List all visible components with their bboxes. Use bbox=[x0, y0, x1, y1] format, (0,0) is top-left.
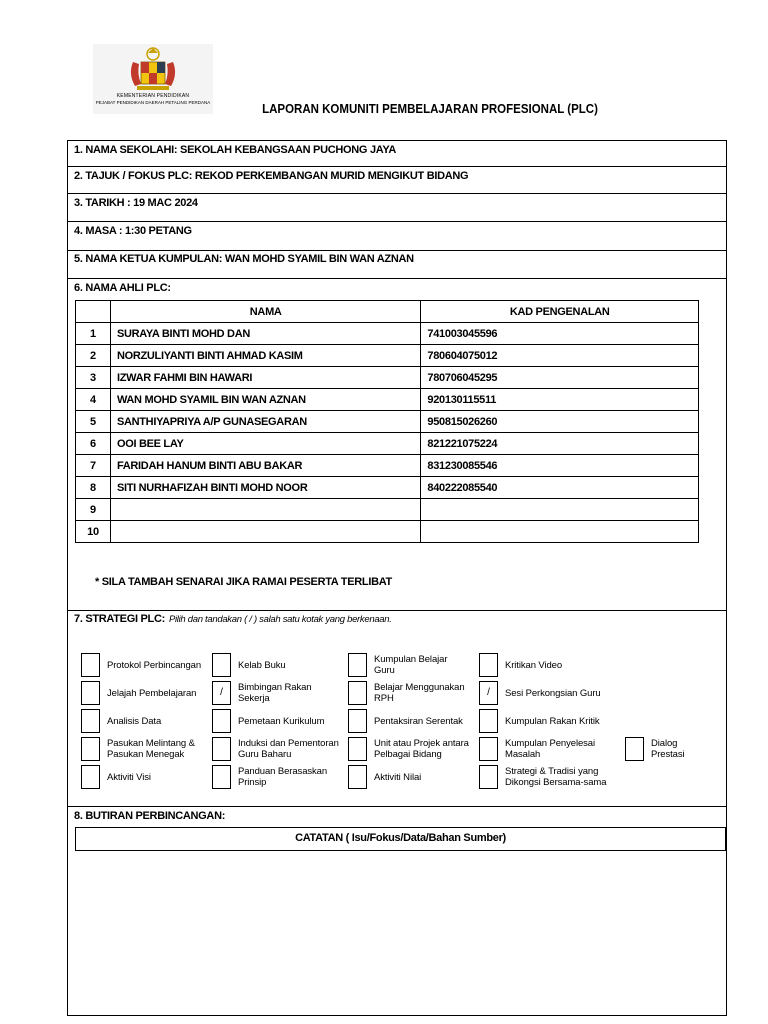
school-name-field: 1. NAMA SEKOLAHI: SEKOLAH KEBANGSAAN PUCHONG JAYA bbox=[74, 144, 397, 156]
strategy-label: Kumpulan Rakan Kritik bbox=[505, 716, 600, 727]
divider bbox=[67, 193, 727, 194]
divider bbox=[67, 221, 727, 222]
time-field: 4. MASA : 1:30 PETANG bbox=[74, 225, 192, 237]
member-name[interactable] bbox=[110, 521, 420, 543]
checkbox-jelajah-pembelajaran[interactable] bbox=[81, 681, 100, 705]
row-number: 2 bbox=[76, 345, 111, 367]
table-row bbox=[76, 455, 699, 477]
strategy-label: Belajar Menggunakan RPH bbox=[374, 682, 465, 704]
checkbox-strategi-tradisi[interactable] bbox=[479, 765, 498, 789]
add-members-note: * SILA TAMBAH SENARAI JIKA RAMAI PESERTA TERLIBAT bbox=[95, 576, 392, 588]
strategy-label: Aktiviti Nilai bbox=[374, 772, 422, 783]
table-row bbox=[76, 389, 699, 411]
strategy-label: Analisis Data bbox=[107, 716, 162, 727]
member-name: OOI BEE LAY bbox=[110, 433, 420, 455]
member-name[interactable] bbox=[110, 499, 420, 521]
row-number: 3 bbox=[76, 367, 111, 389]
strategy-label: Pemetaan Kurikulum bbox=[238, 716, 325, 727]
member-ic: 920130115511 bbox=[421, 389, 699, 411]
divider bbox=[67, 610, 727, 611]
member-ic: 950815026260 bbox=[421, 411, 699, 433]
strategy-label: Pentaksiran Serentak bbox=[374, 716, 463, 727]
checkbox-kumpulan-rakan-kritik[interactable] bbox=[479, 709, 498, 733]
checkbox-kumpulan-penyelesai-masalah[interactable] bbox=[479, 737, 498, 761]
plc-topic-field: 2. TAJUK / FOKUS PLC: REKOD PERKEMBANGAN MURID MENGIKUT BIDANG bbox=[74, 170, 469, 182]
table-row bbox=[76, 411, 699, 433]
logo-caption-office: PEJABAT PENDIDIKAN DAERAH PETALING PERDANA bbox=[95, 100, 211, 105]
strategy-label: Strategi & Tradisi yang Dikongsi Bersama-sama bbox=[505, 766, 607, 788]
divider bbox=[67, 166, 727, 167]
member-ic: 840222085540 bbox=[421, 477, 699, 499]
strategy-heading-label: 7. STRATEGI PLC: bbox=[74, 613, 165, 625]
strategy-label: Dialog Prestasi bbox=[651, 738, 685, 760]
checkbox-pasukan-melintang[interactable] bbox=[81, 737, 100, 761]
member-name: WAN MOHD SYAMIL BIN WAN AZNAN bbox=[110, 389, 420, 411]
divider bbox=[67, 806, 727, 807]
member-ic[interactable] bbox=[421, 499, 699, 521]
group-leader-field: 5. NAMA KETUA KUMPULAN: WAN MOHD SYAMIL BIN WAN AZNAN bbox=[74, 253, 414, 265]
column-header-name: NAMA bbox=[110, 301, 420, 323]
checkbox-unit-projek[interactable] bbox=[348, 737, 367, 761]
strategy-label: Unit atau Projek antara Pelbagai Bidang bbox=[374, 738, 469, 760]
divider bbox=[67, 250, 727, 251]
member-name: NORZULIYANTI BINTI AHMAD KASIM bbox=[110, 345, 420, 367]
checkbox-induksi-pementoran[interactable] bbox=[212, 737, 231, 761]
strategy-label: Bimbingan Rakan Sekerja bbox=[238, 682, 312, 704]
table-row bbox=[76, 367, 699, 389]
table-row bbox=[76, 433, 699, 455]
member-ic: 821221075224 bbox=[421, 433, 699, 455]
column-header-ic: KAD PENGENALAN bbox=[421, 301, 699, 323]
member-ic: 741003045596 bbox=[421, 323, 699, 345]
strategy-label: Kumpulan Penyelesai Masalah bbox=[505, 738, 595, 760]
row-number: 10 bbox=[76, 521, 111, 543]
logo-caption-ministry: KEMENTERIAN PENDIDIKAN bbox=[116, 93, 190, 99]
strategy-label: Kumpulan Belajar Guru bbox=[374, 654, 448, 676]
strategy-label: Aktiviti Visi bbox=[107, 772, 151, 783]
row-number: 6 bbox=[76, 433, 111, 455]
checkbox-bimbingan-rakan-sekerja[interactable]: / bbox=[212, 681, 231, 705]
checkbox-kumpulan-belajar-guru[interactable] bbox=[348, 653, 367, 677]
row-number: 7 bbox=[76, 455, 111, 477]
date-field: 3. TARIKH : 19 MAC 2024 bbox=[74, 197, 198, 209]
table-row bbox=[76, 521, 699, 543]
strategy-label: Induksi dan Pementoran Guru Baharu bbox=[238, 738, 339, 760]
table-row bbox=[76, 499, 699, 521]
strategy-label: Kritikan Video bbox=[505, 660, 563, 671]
divider bbox=[67, 278, 727, 279]
table-header-row bbox=[76, 301, 699, 323]
table-row bbox=[76, 323, 699, 345]
member-name: SURAYA BINTI MOHD DAN bbox=[110, 323, 420, 345]
member-ic[interactable] bbox=[421, 521, 699, 543]
strategy-instruction: Pilih dan tandakan ( / ) salah satu kotak yang berkenaan. bbox=[168, 614, 392, 625]
member-ic: 831230085546 bbox=[421, 455, 699, 477]
checkbox-aktiviti-nilai[interactable] bbox=[348, 765, 367, 789]
checkbox-dialog-prestasi[interactable] bbox=[625, 737, 644, 761]
strategy-label: Panduan Berasaskan Prinsip bbox=[238, 766, 328, 788]
member-name: FARIDAH HANUM BINTI ABU BAKAR bbox=[110, 455, 420, 477]
checkbox-aktiviti-visi[interactable] bbox=[81, 765, 100, 789]
checkbox-analisis-data[interactable] bbox=[81, 709, 100, 733]
table-row bbox=[76, 345, 699, 367]
checkbox-pemetaan-kurikulum[interactable] bbox=[212, 709, 231, 733]
strategy-label: Sesi Perkongsian Guru bbox=[505, 688, 601, 699]
row-number: 8 bbox=[76, 477, 111, 499]
row-number: 9 bbox=[76, 499, 111, 521]
checkbox-panduan-berasaskan-prinsip[interactable] bbox=[212, 765, 231, 789]
strategy-label: Protokol Perbincangan bbox=[107, 660, 202, 671]
document-title: LAPORAN KOMUNITI PEMBELAJARAN PROFESIONAL (PLC) bbox=[262, 102, 598, 116]
table-row bbox=[76, 477, 699, 499]
strategy-label: Kelab Buku bbox=[238, 660, 286, 671]
member-name: SITI NURHAFIZAH BINTI MOHD NOOR bbox=[110, 477, 420, 499]
notes-header: CATATAN ( Isu/Fokus/Data/Bahan Sumber) bbox=[75, 827, 726, 851]
checkbox-kritikan-video[interactable] bbox=[479, 653, 498, 677]
checkbox-protokol-perbincangan[interactable] bbox=[81, 653, 100, 677]
member-ic: 780604075012 bbox=[421, 345, 699, 367]
members-table bbox=[75, 300, 699, 543]
strategy-heading bbox=[74, 613, 392, 625]
member-ic: 780706045295 bbox=[421, 367, 699, 389]
checkbox-kelab-buku[interactable] bbox=[212, 653, 231, 677]
row-number: 4 bbox=[76, 389, 111, 411]
strategy-label: Pasukan Melintang & Pasukan Menegak bbox=[107, 738, 195, 760]
discussion-heading: 8. BUTIRAN PERBINCANGAN: bbox=[74, 810, 226, 822]
members-heading: 6. NAMA AHLI PLC: bbox=[74, 282, 171, 294]
malaysia-coat-of-arms-icon bbox=[93, 44, 213, 94]
strategy-label: Jelajah Pembelajaran bbox=[107, 688, 197, 699]
row-number: 5 bbox=[76, 411, 111, 433]
column-header-number bbox=[76, 301, 111, 323]
member-name: IZWAR FAHMI BIN HAWARI bbox=[110, 367, 420, 389]
checkbox-sesi-perkongsian-guru[interactable]: / bbox=[479, 681, 498, 705]
row-number: 1 bbox=[76, 323, 111, 345]
checkbox-pentaksiran-serentak[interactable] bbox=[348, 709, 367, 733]
checkbox-belajar-menggunakan-rph[interactable] bbox=[348, 681, 367, 705]
member-name: SANTHIYAPRIYA A/P GUNASEGARAN bbox=[110, 411, 420, 433]
